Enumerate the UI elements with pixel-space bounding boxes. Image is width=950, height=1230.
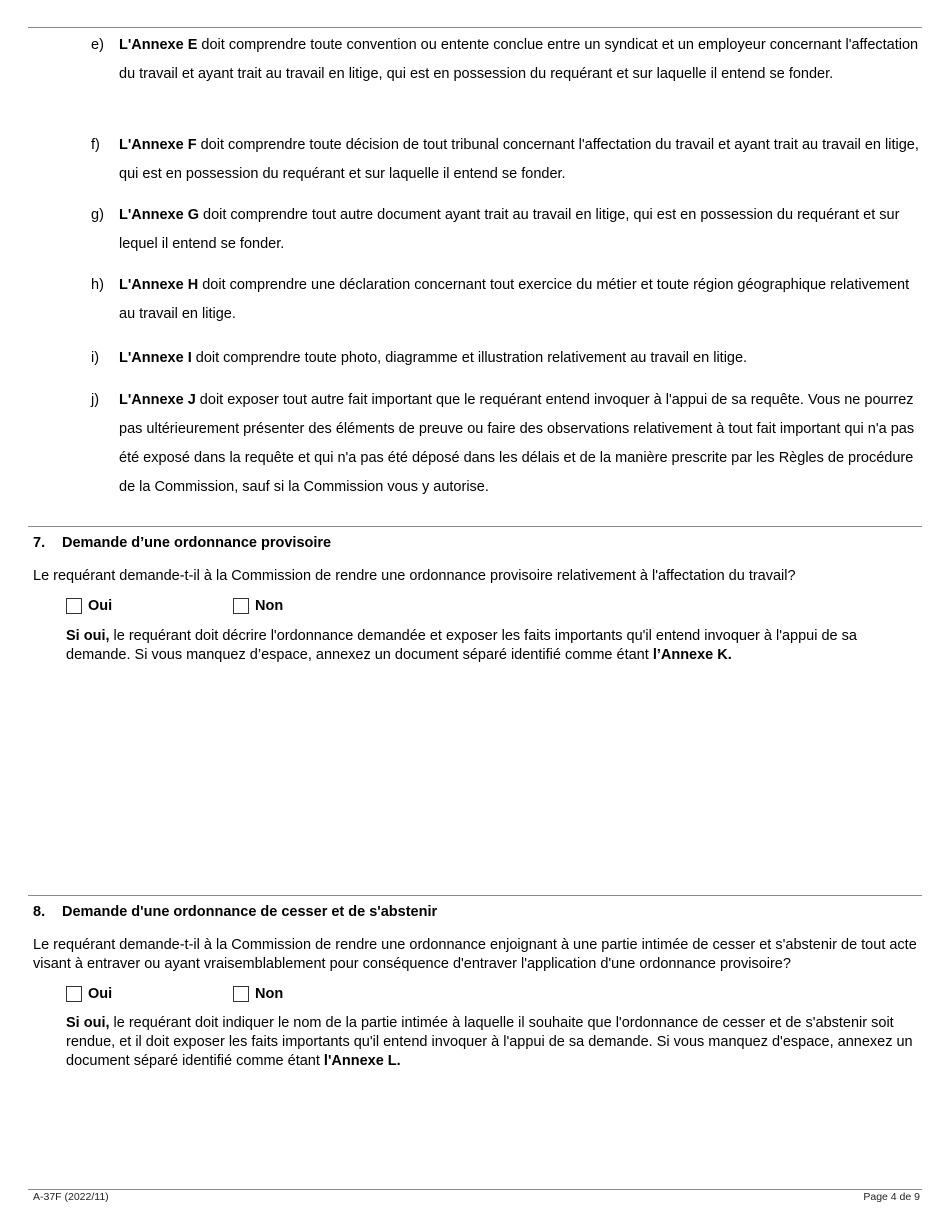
- annex-item-j: [91, 386, 921, 502]
- annex-item-e: [91, 31, 921, 89]
- annex-item-title: L'Annexe I: [119, 350, 192, 366]
- checkbox-label: Non: [255, 598, 284, 614]
- section-number: 8.: [33, 904, 46, 920]
- section-heading: Demande d’une ordonnance provisoire: [62, 535, 332, 551]
- annex-item-title: L'Annexe F: [119, 137, 197, 153]
- section-8-no-option[interactable]: [233, 986, 283, 1002]
- footer-page-number: Page 4 de 9: [863, 1191, 920, 1203]
- checkbox[interactable]: [233, 598, 249, 614]
- section-7-question: Le requérant demande-t-il à la Commission de rendre une ordonnance provisoire relativement à l'affectation du travail?: [33, 568, 796, 584]
- checkbox-label: Non: [255, 986, 284, 1002]
- checkbox[interactable]: [66, 598, 82, 614]
- annex-item-h: [91, 271, 921, 329]
- annex-item-g: [91, 201, 921, 259]
- section-7-yes-option[interactable]: [66, 598, 112, 614]
- annex-item-f: [91, 131, 921, 189]
- instructions-annex: l’Annexe K.: [652, 647, 732, 663]
- section-7-title: [33, 535, 331, 551]
- section-8-instructions: [66, 1014, 922, 1071]
- section-7-divider: [28, 526, 922, 527]
- annex-item-letter: j): [91, 392, 100, 408]
- annex-item-text: doit exposer tout autre fait important que le requérant entend invoquer à l'appui de sa requête. Vous ne pourrez pas ultérieurement présenter des éléments de preuve ou faire des observations relativement à tout fait important qui n'a pas été exposé dans la requête et qui n'a pas été déposé dans les délais et de la manière prescrite par les Règles de procédure de la Commission, sauf si la Commission vous y autorise.: [119, 392, 915, 495]
- section-8-question: Le requérant demande-t-il à la Commission de rendre une ordonnance enjoignant à une partie intimée de cesser et s'abstenir de tout acte visant à entraver ou ayant vraisemblablement pour conséquence d'entraver l'application d'une ordonnance provisoire?: [33, 937, 917, 972]
- section-7-instructions: [66, 627, 922, 665]
- section-8-yes-option[interactable]: [66, 986, 112, 1002]
- annex-item-title: L'Annexe H: [119, 277, 199, 293]
- section-number: 7.: [33, 535, 46, 551]
- annex-item-letter: g): [91, 207, 104, 223]
- instructions-bold: Si oui,: [66, 628, 110, 644]
- section-8-title: [33, 904, 437, 920]
- instructions-text: le requérant doit décrire l'ordonnance demandée et exposer les faits importants qu'il entend invoquer à l'appui de sa demande. Si vous manquez d’espace, annexez un document séparé identifié comme étant: [66, 628, 857, 663]
- instructions-text: le requérant doit indiquer le nom de la partie intimée à laquelle il souhaite que l'ordonnance de cesser et de s'abstenir soit rendue, et il doit exposer les faits importants qu'il entend invoquer à l'appui de sa demande. Si vous manquez d'espace, annexez un document séparé identifié comme étant: [66, 1015, 913, 1069]
- annex-item-i: [91, 344, 921, 373]
- annex-item-title: L'Annexe E: [119, 37, 198, 53]
- section-8-divider: [28, 895, 922, 896]
- section-heading: Demande d'une ordonnance de cesser et de s'abstenir: [62, 904, 438, 920]
- checkbox-label: Oui: [88, 986, 113, 1002]
- annex-item-letter: f): [91, 137, 100, 153]
- annex-item-letter: e): [91, 37, 104, 53]
- checkbox-label: Oui: [88, 598, 113, 614]
- annex-item-title: L'Annexe G: [119, 207, 199, 223]
- instructions-annex: l'Annexe L.: [323, 1053, 401, 1069]
- section-7-no-option[interactable]: [233, 598, 283, 614]
- footer-divider: [28, 1189, 922, 1190]
- section-7-answer-field[interactable]: [66, 672, 926, 891]
- top-divider: [28, 27, 922, 28]
- checkbox[interactable]: [66, 986, 82, 1002]
- instructions-bold: Si oui,: [66, 1015, 110, 1031]
- annex-item-text: doit comprendre toute décision de tout tribunal concernant l'affectation du travail et ayant trait au travail en litige, qui est en possession du requérant et sur laquelle il entend se fonder.: [119, 137, 919, 182]
- annex-item-text: doit comprendre toute convention ou entente conclue entre un syndicat et un employeur concernant l'affectation du travail et ayant trait au travail en litige, qui est en possession du requérant et sur laquelle il entend se fonder.: [119, 37, 919, 82]
- annex-item-text: doit comprendre une déclaration concernant tout exercice du métier et toute région géographique relativement au travail en litige.: [119, 277, 910, 322]
- annex-item-letter: i): [91, 350, 100, 366]
- annex-item-title: L'Annexe J: [119, 392, 196, 408]
- annex-item-text: doit comprendre tout autre document ayant trait au travail en litige, qui est en possession du requérant et sur lequel il entend se fonder.: [119, 207, 900, 252]
- checkbox[interactable]: [233, 986, 249, 1002]
- section-8-answer-field[interactable]: [66, 1076, 926, 1185]
- footer-form-id: A-37F (2022/11): [33, 1191, 109, 1203]
- annex-item-text: doit comprendre toute photo, diagramme et illustration relativement au travail en litige.: [191, 350, 748, 366]
- annex-item-letter: h): [91, 277, 104, 293]
